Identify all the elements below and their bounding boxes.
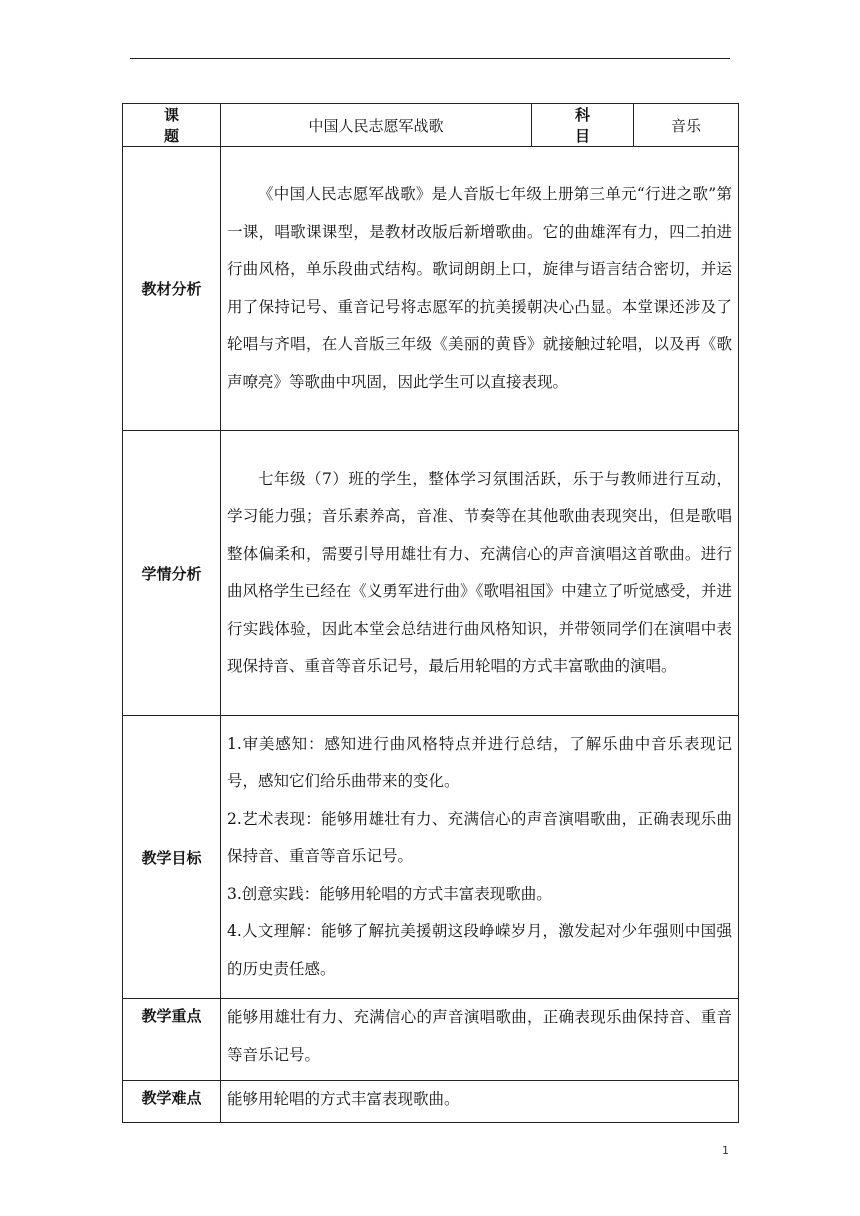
student-analysis-label: 学情分析: [123, 431, 221, 716]
textbook-analysis-text: 《中国人民志愿军战歌》是人音版七年级上册第三单元“行进之歌”第一课，唱歌课课型，是教材改版后新增歌曲。它的曲雄浑有力，四二拍进行曲风格，单乐段曲式结构。歌词朗朗上口，旋律与语言结合密切，并运用了保持记号、重音记号将志愿军的抗美援朝决心凸显。本堂课还涉及了轮唱与齐唱，在人音版三年级《美丽的黄昏》就接触过轮唱，以及再《歌声嘹亮》等歌曲中巩固，因此学生可以直接表现。: [227, 185, 732, 391]
student-analysis-row: [123, 431, 739, 716]
key-points-text: 能够用雄壮有力、充满信心的声音演唱歌曲，正确表现乐曲保持音、重音等音乐记号。: [227, 1008, 732, 1064]
subject-title-label: 课题: [123, 104, 221, 147]
teaching-goal-item: 3.创意实践：能够用轮唱的方式丰富表现歌曲。: [227, 884, 552, 903]
textbook-analysis-label: 教材分析: [123, 147, 221, 431]
teaching-goal-item: 2.艺术表现：能够用雄壮有力、充满信心的声音演唱歌曲，正确表现乐曲保持音、重音等音乐记号。: [227, 809, 732, 866]
key-points-label: 教学重点: [123, 999, 221, 1081]
difficulties-text: 能够用轮唱的方式丰富表现歌曲。: [227, 1090, 460, 1108]
subject-value: 音乐: [634, 104, 739, 147]
subject-label: 科目: [532, 104, 634, 147]
key-points-row: [123, 999, 739, 1081]
lesson-plan-table: [122, 103, 739, 1123]
subject-title-value: 中国人民志愿军战歌: [221, 104, 532, 147]
teaching-goal-item: 4.人文理解：能够了解抗美援朝这段峥嵘岁月，激发起对少年强则中国强的历史责任感。: [227, 922, 732, 978]
page-number: 1: [722, 1144, 729, 1157]
teaching-goals-row: [123, 716, 739, 999]
difficulties-row: [123, 1081, 739, 1123]
teaching-goal-item: 1.审美感知：感知进行曲风格特点并进行总结，了解乐曲中音乐表现记号，感知它们给乐曲带来的变化。: [227, 734, 732, 791]
title-row: [123, 104, 739, 147]
difficulties-label: 教学难点: [123, 1081, 221, 1123]
student-analysis-text: 七年级（7）班的学生，整体学习氛围活跃，乐于与教师进行互动，学习能力强；音乐素养高，音准、节奏等在其他歌曲表现突出，但是歌唱整体偏柔和，需要引导用雄壮有力、充满信心的声音演唱这首歌曲。进行曲风格学生已经在《义勇军进行曲》《歌唱祖国》中建立了听觉感受，并进行实践体验，因此本堂会总结进行曲风格知识，并带领同学们在演唱中表现保持音、重音等音乐记号，最后用轮唱的方式丰富歌曲的演唱。: [227, 469, 732, 675]
textbook-analysis-row: [123, 147, 739, 431]
header-rule: [130, 58, 730, 59]
teaching-goals-label: 教学目标: [123, 716, 221, 999]
